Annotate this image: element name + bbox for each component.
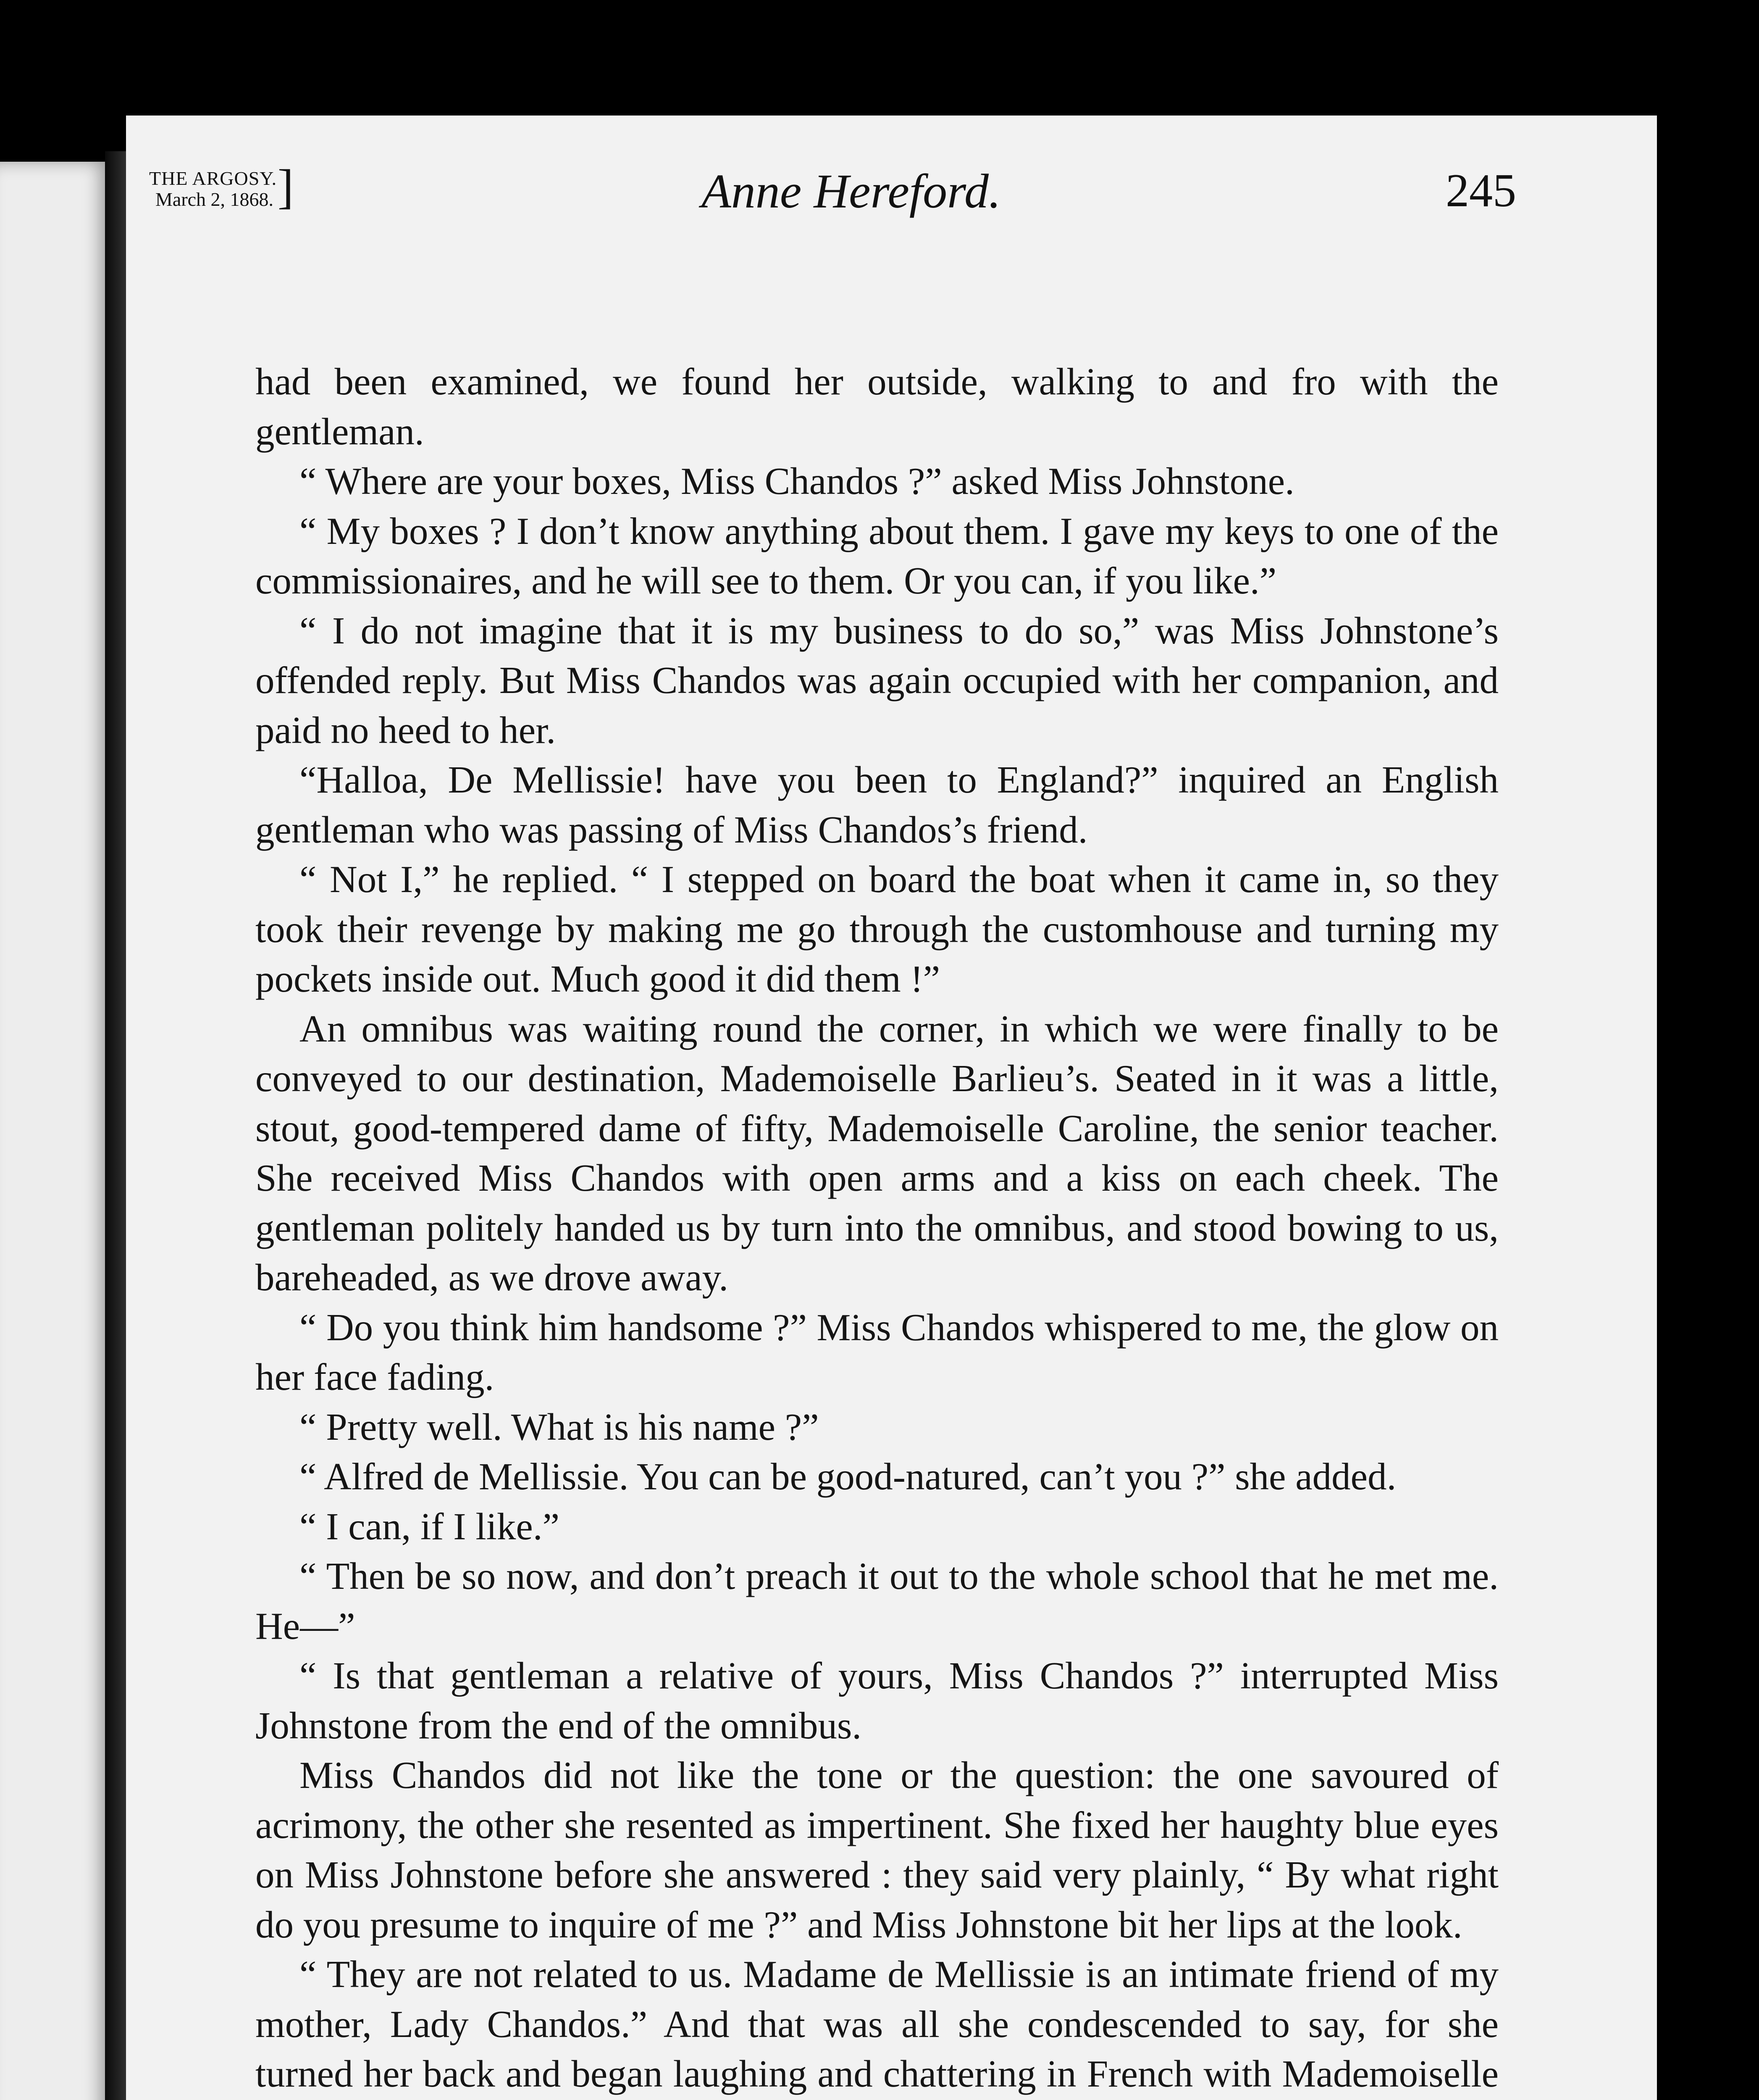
paragraph: “ Pretty well. What is his name ?” — [299, 1405, 819, 1448]
journal-citation — [149, 160, 294, 213]
journal-name: THE ARGOSY. — [149, 168, 277, 189]
body-text — [255, 357, 1499, 2100]
journal-date: March 2, 1868. — [155, 189, 274, 210]
running-head — [149, 160, 1516, 256]
paragraph: “ They are not related to us. Madame de Mellissie is an intimate friend of my mother, Lady Chandos.” And that was all she condescended to say, for she turned her back and began laughing and chattering in French with Mademoiselle — [255, 1953, 1499, 2095]
left-page-edge — [0, 162, 113, 2100]
paragraph: “ Is that gentleman a relative of yours, Miss Chandos ?” interrupted Miss Johnstone from the end of the omnibus. — [255, 1654, 1499, 1747]
paragraph: “ Where are your boxes, Miss Chandos ?” asked Miss Johnstone. — [299, 460, 1294, 502]
paragraph: “ I do not imagine that it is my business to do so,” was Miss Johnstone’s offended reply. But Miss Chandos was again occupied with her companion, and paid no heed to her. — [255, 609, 1499, 751]
paragraph: “Halloa, De Mellissie! have you been to England?” inquired an English gentleman who was passing of Miss Chandos’s friend. — [255, 759, 1499, 851]
journal-brace: ] — [277, 160, 294, 213]
paragraph: “ I can, if I like.” — [299, 1505, 559, 1548]
running-title: Anne Hereford. — [701, 165, 1001, 218]
paragraph: Miss Chandos did not like the tone or the question: the one savoured of acrimony, the other she resented as impertinent. She fixed her haughty blue eyes on Miss Johnstone before she answered : they said very plainly, “ By what right do you presume to inquire of me ?” and Miss Johnstone bit her lips at the look. — [255, 1754, 1499, 1946]
paragraph: An omnibus was waiting round the corner, in which we were finally to be conveyed to our destination, Mademoiselle Barlieu’s. Seated in it was a little, stout, good-tempered dame of fifty, Mademoiselle Caroline, the senior teacher. She received Miss Chandos with open arms and a kiss on each cheek. The gentleman politely handed us by turn into the omnibus, and stood bowing to us, bareheaded, as we drove away. — [255, 1007, 1499, 1299]
paragraph: “ Alfred de Mellissie. You can be good-natured, can’t you ?” she added. — [299, 1455, 1397, 1498]
paragraph: “ My boxes ? I don’t know anything about them. I gave my keys to one of the commissionaires, and he will see to them. Or you can, if you like.” — [255, 509, 1499, 602]
paragraph: “ Then be so now, and don’t preach it out to the whole school that he met me. He—” — [255, 1555, 1499, 1647]
paragraph: “ Do you think him handsome ?” Miss Chandos whispered to me, the glow on her face fading. — [255, 1306, 1499, 1398]
paragraph: had been examined, we found her outside, walking to and fro with the gentleman. — [255, 360, 1499, 453]
paragraph: “ Not I,” he replied. “ I stepped on board the boat when it came in, so they took their revenge by making me go through the customhouse and turning my pockets inside out. Much good it did them !” — [255, 858, 1499, 1000]
page-number: 245 — [1446, 165, 1516, 217]
